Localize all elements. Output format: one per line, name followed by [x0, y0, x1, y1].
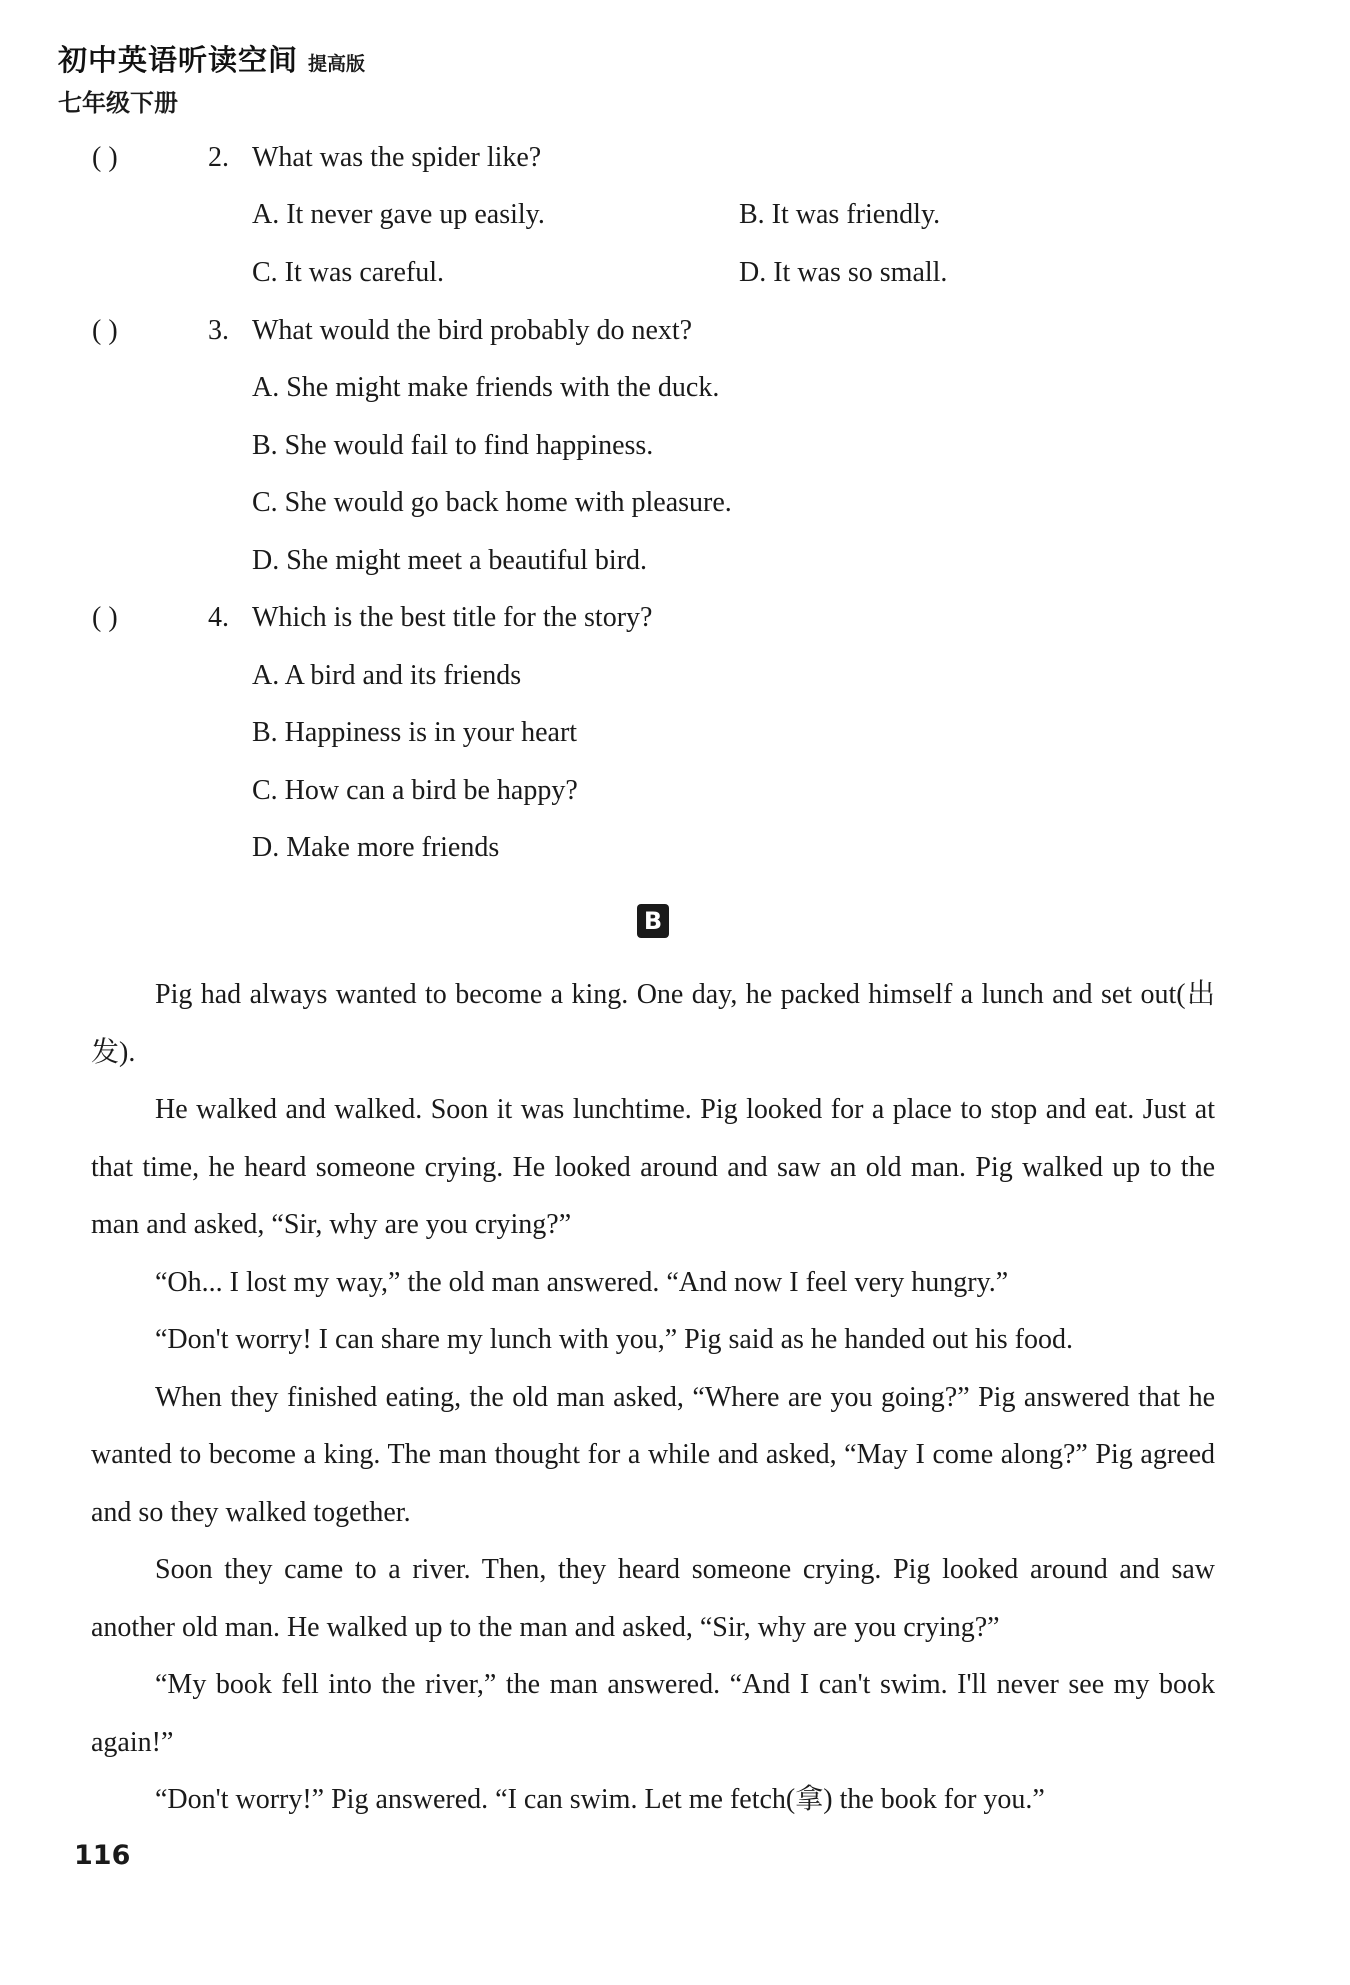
answer-blank: ( )	[92, 315, 118, 346]
question-text: Which is the best title for the story?	[252, 602, 653, 633]
book-grade: 七年级下册	[58, 88, 178, 117]
paragraph: “Oh... I lost my way,” the old man answered. “And now I feel very hungry.”	[155, 1266, 1009, 1298]
book-title: 初中英语听读空间	[58, 43, 299, 77]
paragraph: Pig had always wanted to become a king. One day, he packed himself a lunch and set out(出发).	[91, 979, 1215, 1068]
paragraph: When they finished eating, the old man asked, “Where are you going?” Pig answered that he wanted to become a king. The man thought for a while and asked, “May I come along?” Pig agreed and so they walked together.	[91, 1381, 1215, 1528]
question-text: What was the spider like?	[252, 142, 542, 173]
question-number: 2.	[208, 142, 229, 173]
question-number: 4.	[208, 602, 229, 633]
paragraph: “Don't worry!” Pig answered. “I can swim. Let me fetch(拿) the book for you.”	[155, 1784, 1045, 1815]
option-b: B. Happiness is in your heart	[252, 717, 578, 748]
question-number: 3.	[208, 315, 229, 346]
reading-passage	[91, 966, 1215, 1829]
option-a: A. It never gave up easily.	[252, 199, 545, 230]
paragraph: He walked and walked. Soon it was lunchtime. Pig looked for a place to stop and eat. Just at that time, he heard someone crying. He looked around and saw an old man. Pig walked up to the man and asked, “Sir, why are you crying?”	[91, 1094, 1215, 1240]
paragraph: “My book fell into the river,” the man answered. “And I can't swim. I'll never see my book again!”	[91, 1669, 1215, 1758]
option-d: D. It was so small.	[739, 257, 948, 288]
option-b: B. It was friendly.	[739, 199, 941, 230]
answer-blank: ( )	[92, 142, 118, 173]
question-text: What would the bird probably do next?	[252, 315, 693, 346]
option-a: A. She might make friends with the duck.	[252, 372, 720, 403]
option-c: C. How can a bird be happy?	[252, 775, 578, 806]
option-c: C. It was careful.	[252, 257, 445, 288]
paragraph: Soon they came to a river. Then, they heard someone crying. Pig looked around and saw another old man. He walked up to the man and asked, “Sir, why are you crying?”	[91, 1554, 1215, 1643]
option-a: A. A bird and its friends	[252, 660, 522, 691]
option-d: D. She might meet a beautiful bird.	[252, 545, 648, 576]
page-header	[58, 38, 365, 118]
paragraph: “Don't worry! I can share my lunch with you,” Pig said as he handed out his food.	[155, 1324, 1073, 1355]
option-b: B. She would fail to find happiness.	[252, 430, 654, 461]
book-edition: 提高版	[308, 53, 366, 75]
answer-blank: ( )	[92, 602, 118, 633]
section-b-badge: B	[637, 904, 669, 938]
page-number: 116	[74, 1840, 131, 1871]
option-c: C. She would go back home with pleasure.	[252, 487, 732, 518]
option-d: D. Make more friends	[252, 832, 500, 863]
